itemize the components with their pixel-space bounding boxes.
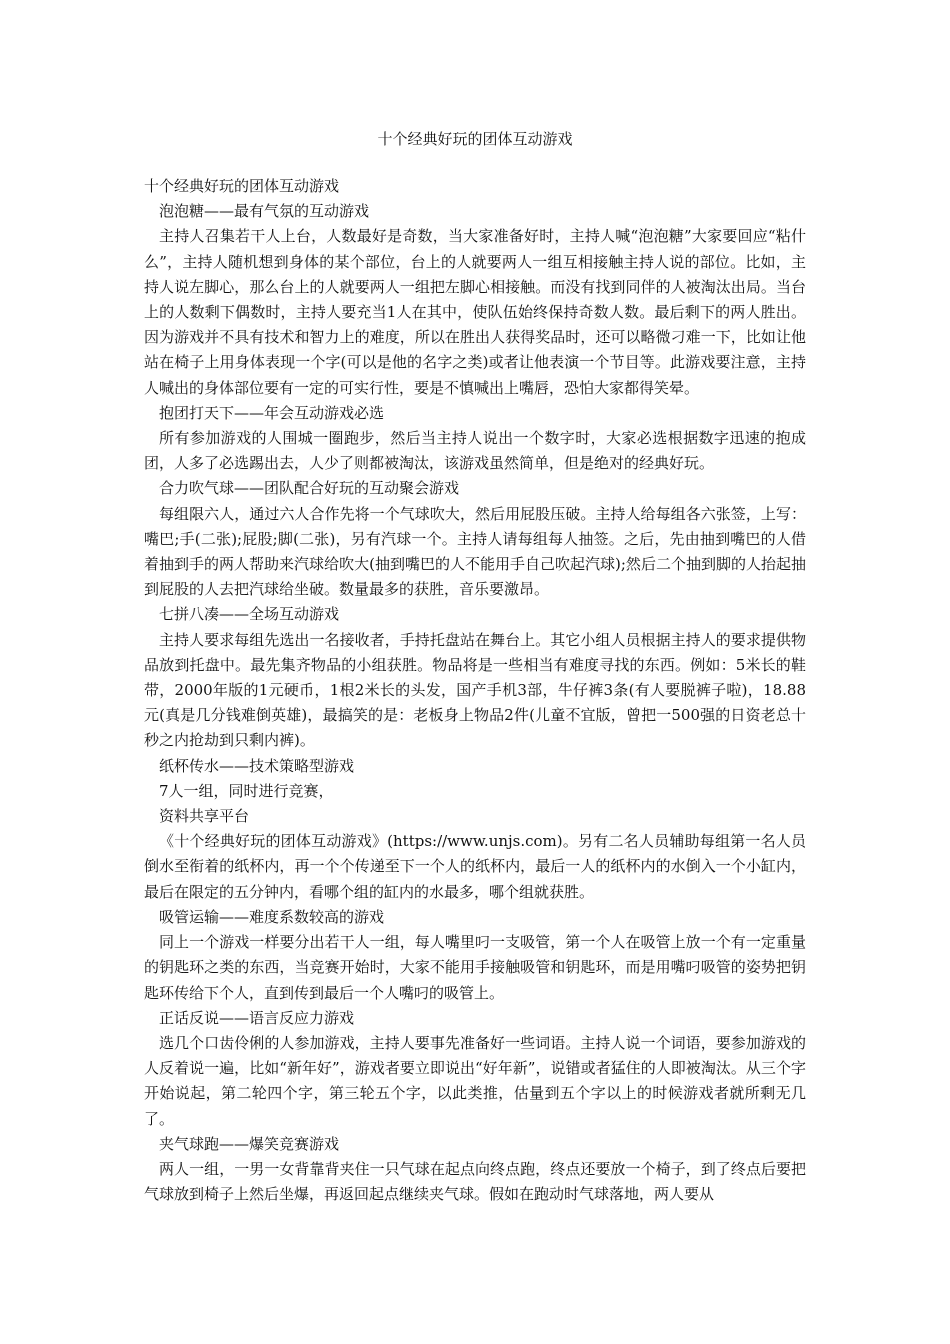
- section-heading-group-hug: 抱团打天下——年会互动游戏必选: [159, 403, 385, 422]
- section-heading-balloon-race: 夹气球跑——爆笑竞赛游戏: [159, 1134, 340, 1153]
- paragraph-paper-cup: 《十个经典好玩的团体互动游戏》(https://www.unjs.com)。另有二名人员辅助每组第一名人员倒水至衔着的纸杯内，再一个个传递至下一个人的纸杯内，最后一人的纸杯内的水倒入一个小缸内，最后在限定的五分钟内，看哪个组的缸内的水最多，哪个组就获胜。: [144, 832, 806, 901]
- section-heading-paper-cup: 纸杯传水——技术策略型游戏: [159, 756, 355, 775]
- section-heading-bubblegum: 泡泡糖——最有气氛的互动游戏: [159, 202, 370, 221]
- document-heading: 十个经典好玩的团体互动游戏: [144, 177, 340, 195]
- paragraph-bubblegum: 主持人召集若干人上台，人数最好是奇数，当大家准备好时，主持人喊“泡泡糖”大家要回应“粘什么”，主持人随机想到身体的某个部位，台上的人就要两人一组互相接触主持人说的部位。比如，主持人说左脚心，那么台上的人就要两人一组把左脚心相接触。而没有找到同伴的人被淘汰出局。当台上的人数剩下偶数时，主持人要充当1人在其中，使队伍始终保持奇数人数。最后剩下的两人胜出。因为游戏并不具有技术和智力上的难度，所以在胜出人获得奖品时，还可以略微刁难一下，比如让他站在椅子上用身体表现一个字(可以是他的名字之类)或者让他表演一个节目等。此游戏要注意，主持人喊出的身体部位要有一定的可实行性，要是不慎喊出上嘴唇，恐怕大家都得笑晕。: [144, 227, 806, 397]
- paragraph-group-hug: 所有参加游戏的人围城一圈跑步，然后当主持人说出一个数字时，大家必选根据数字迅速的抱成团，人多了必选踢出去，人少了则都被淘汰，该游戏虽然简单，但是绝对的经典好玩。: [144, 429, 806, 473]
- paragraph-paper-cup-intro: 7人一组，同时进行竞赛，: [159, 781, 334, 800]
- paragraph-straw: 同上一个游戏一样要分出若干人一组，每人嘴里叼一支吸管，第一个人在吸管上放一个有一定重量的钥匙环之类的东西，当竞赛开始时，大家不能用手接触吸管和钥匙环，而是用嘴叼吸管的姿势把钥匙环传给下个人，直到传到最后一个人嘴叼的吸管上。: [144, 933, 806, 1002]
- paragraph-balloon-race: 两人一组，一男一女背靠背夹住一只气球在起点向终点跑，终点还要放一个椅子，到了终点后要把气球放到椅子上然后坐爆，再返回起点继续夹气球。假如在跑动时气球落地，两人要从: [144, 1159, 806, 1204]
- page-title: 十个经典好玩的团体互动游戏: [377, 130, 573, 148]
- paragraph-reverse-speech: 选几个口齿伶俐的人参加游戏，主持人要事先准备好一些词语。主持人说一个词语，要参加游戏的人反着说一遍，比如“新年好”，游戏者要立即说出“好年新”，说错或者猛住的人即被淘汰。从三个字开始说起，第二轮四个字，第三轮五个字，以此类推，估量到五个字以上的时候游戏者就所剩无几了。: [144, 1033, 806, 1128]
- section-heading-reverse-speech: 正话反说——语言反应力游戏: [159, 1008, 355, 1027]
- paragraph-resource-platform: 资料共享平台: [159, 807, 250, 826]
- section-heading-straw: 吸管运输——难度系数较高的游戏: [159, 907, 385, 926]
- document-body: [144, 174, 806, 1207]
- paragraph-scavenger: 主持人要求每组先选出一名接收者，手持托盘站在舞台上。其它小组人员根据主持人的要求提供物品放到托盘中。最先集齐物品的小组获胜。物品将是一些相当有难度寻找的东西。例如：5米长的鞋带，2000年版的1元硬币，1根2米长的头发，国产手机3部，牛仔裤3条(有人要脱裤子啦)，18.88元(真是几分钱难倒英雄)，最搞笑的是：老板身上物品2件(儿童不宜版，曾把一500强的日资老总十秒之内抢劫到只剩内裤)。: [144, 630, 806, 750]
- section-heading-scavenger: 七拼八凑——全场互动游戏: [159, 605, 340, 624]
- paragraph-balloon-blow: 每组限六人，通过六人合作先将一个气球吹大，然后用屁股压破。主持人给每组各六张签，上写：嘴巴;手(二张);屁股;脚(二张)，另有汽球一个。主持人请每组每人抽签。之后，先由抽到嘴巴的人借着抽到手的两人帮助来汽球给吹大(抽到嘴巴的人不能用手自己吹起汽球);然后二个抽到脚的人抬起抽到屁股的人去把汽球给坐破。数量最多的获胜，音乐要激昂。: [144, 504, 806, 599]
- section-heading-balloon-blow: 合力吹气球——团队配合好玩的互动聚会游戏: [159, 479, 460, 498]
